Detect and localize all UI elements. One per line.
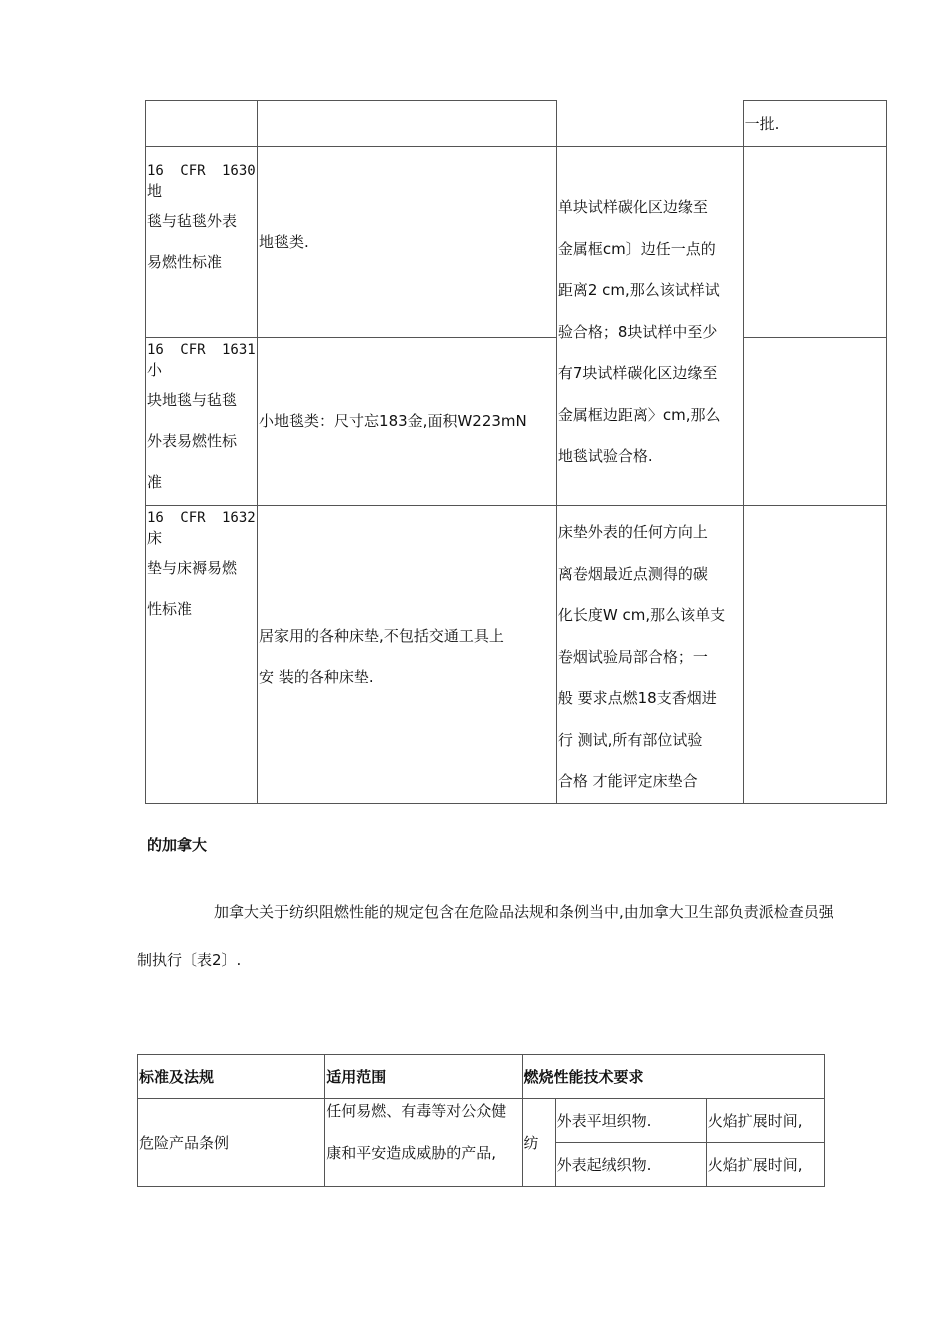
standard-name-line: 块地毯与毡毯 — [147, 391, 238, 409]
column-header: 燃烧性能技术要求 — [522, 1055, 824, 1099]
table-header-row — [138, 1055, 825, 1099]
column-header: 适用范围 — [325, 1055, 522, 1099]
cell-text: 一批. — [744, 115, 780, 133]
requirement-line: 床垫外表的任何方向上 — [557, 523, 708, 541]
requirement-line: 离卷烟最近点测得的碳 — [557, 564, 708, 583]
scope-line: 居家用的各种床垫,不包括交通工具上 — [259, 627, 504, 645]
table-row — [146, 506, 887, 804]
standard-name-line: 垫与床褥易燃 — [147, 559, 238, 577]
table-row — [146, 101, 887, 147]
standard-name-cell — [146, 147, 258, 338]
scope-text: 地毯类. — [259, 232, 309, 251]
scope-cell — [258, 147, 557, 338]
table-row — [138, 1099, 825, 1143]
standard-name-line: 地 — [147, 182, 163, 200]
standard-name-cell — [146, 338, 258, 506]
requirement-line: 验合格；8块试样中至少 — [557, 322, 718, 341]
section-heading: 的加拿大 — [147, 836, 208, 854]
requirement-line: 金属框边距离〉cm,那么 — [557, 405, 721, 424]
table-cell — [146, 101, 258, 147]
body-paragraph: 加拿大关于纺织阻燃性能的规定包含在危险品法规和条例当中,由加拿大卫生部负责派检查员强制执行〔表2〕. — [137, 903, 834, 969]
table-row — [146, 338, 887, 506]
cpsc-standards-table — [145, 100, 887, 804]
requirement-cell: 火焰扩展时间, — [706, 1099, 824, 1143]
standard-name-line: 易燃性标准 — [147, 253, 223, 271]
scope-text: 小地毯类：尺寸忘183金,面积W223mN — [259, 412, 527, 430]
standard-name-cell — [146, 506, 258, 804]
scope-line: 任何易燃、有毒等对公众健 — [326, 1102, 507, 1120]
fabric-type-cell: 外表起绒织物. — [555, 1143, 706, 1187]
requirement-cell — [556, 147, 743, 506]
scope-cell — [325, 1099, 522, 1187]
standard-name-line: 床 — [147, 529, 163, 547]
scope-cell — [258, 338, 557, 506]
table-cell — [743, 101, 886, 147]
canada-regulations-table — [137, 1054, 825, 1187]
table-row — [146, 147, 887, 338]
requirement-cell: 火焰扩展时间, — [706, 1143, 824, 1187]
scope-line: 康和平安造成威胁的产品, — [326, 1144, 497, 1162]
scope-line: 安 装的各种床垫. — [259, 668, 374, 686]
fabric-type-cell: 外表平坦织物. — [555, 1099, 706, 1143]
standard-name-line: 性标准 — [147, 600, 193, 618]
standard-code: 16 CFR 1630 — [147, 163, 256, 179]
table-cell — [743, 506, 886, 804]
standard-name-line: 外表易燃性标 — [147, 432, 238, 450]
requirement-line: 有7块试样碳化区边缘至 — [557, 364, 718, 382]
requirement-line: 距离2 cm,那么该试样试 — [557, 281, 720, 299]
requirement-line: 行 测试,所有部位试验 — [557, 730, 703, 749]
standard-name-line: 准 — [147, 473, 163, 491]
table-cell — [743, 147, 886, 338]
requirement-line: 地毯试验合格. — [557, 447, 653, 465]
requirement-cell — [556, 506, 743, 804]
column-header: 标准及法规 — [138, 1055, 325, 1099]
standard-name-line: 小 — [147, 361, 163, 379]
table-cell — [258, 101, 557, 147]
table-cell — [743, 338, 886, 506]
requirement-line: 单块试样碳化区边缘至 — [557, 198, 708, 216]
requirement-line: 般 要求点燃18支香烟进 — [557, 689, 717, 707]
table-cell — [556, 101, 743, 147]
standard-code: 16 CFR 1632 — [147, 510, 256, 526]
requirement-line: 合格 才能评定床垫合 — [557, 772, 698, 790]
standard-cell: 危险产品条例 — [138, 1099, 325, 1187]
standard-name-line: 毯与毡毯外表 — [147, 212, 238, 230]
requirement-line: 化长度W cm,那么该单支 — [557, 606, 726, 624]
requirement-line: 金属框cm〕边任一点的 — [557, 239, 716, 258]
scope-cell — [258, 506, 557, 804]
category-cell: 纺 — [522, 1099, 555, 1187]
standard-code: 16 CFR 1631 — [147, 342, 256, 358]
requirement-line: 卷烟试验局部合格；一 — [557, 647, 708, 666]
